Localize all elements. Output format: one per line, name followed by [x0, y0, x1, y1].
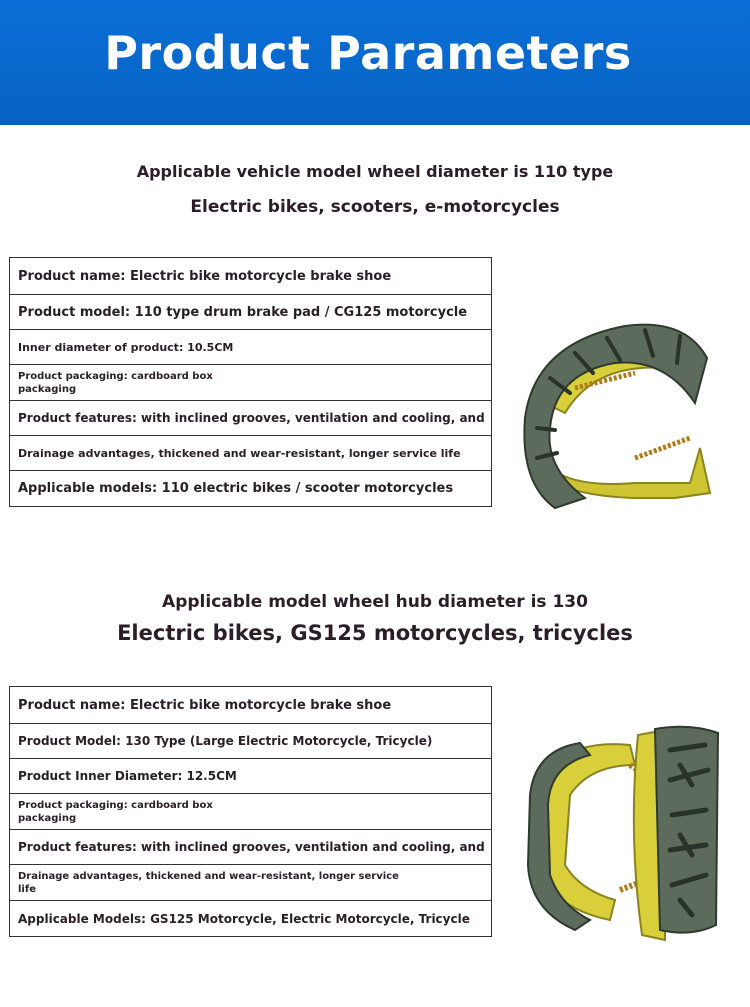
section2-title: Electric bikes, GS125 motorcycles, tricycles — [117, 621, 633, 645]
spec-row-applicable: Applicable models: 110 electric bikes / scooter motorcycles — [18, 481, 454, 496]
spec-table-130 — [9, 686, 492, 937]
spec-row-inner-diameter: Inner diameter of product: 10.5CM — [10, 330, 491, 365]
brake-shoe-110-image — [515, 318, 730, 513]
page-title: Product Parameters — [104, 26, 632, 80]
spec-row-inner-diameter: Product Inner Diameter: 12.5CM — [10, 759, 491, 794]
spec-row-name: Product name: Electric bike motorcycle brake shoe — [10, 258, 491, 295]
header-banner — [0, 0, 750, 125]
spec-row-drainage: Drainage advantages, thickened and wear-resistant, longer service life — [10, 865, 491, 901]
spec-row-name: Product name: Electric bike motorcycle brake shoe — [10, 687, 491, 724]
spec-row-packaging: Product packaging: cardboard box packaging — [10, 365, 491, 401]
spec-row-model: Product model: 110 type drum brake pad / CG125 motorcycle — [10, 295, 491, 330]
brake-shoe-130-image — [520, 725, 730, 945]
spec-row-features: Product features: with inclined grooves, ventilation and cooling, and — [10, 401, 491, 436]
spec-row-model: Product Model: 130 Type (Large Electric Motorcycle, Tricycle) — [10, 724, 491, 759]
section2-subtitle: Applicable model wheel hub diameter is 130 — [162, 592, 588, 612]
section1-subtitle: Applicable vehicle model wheel diameter is 110 type — [136, 162, 614, 181]
spec-row-features: Product features: with inclined grooves, ventilation and cooling, and — [10, 830, 491, 865]
spec-row-applicable: Applicable Models: GS125 Motorcycle, Electric Motorcycle, Tricycle — [18, 911, 470, 926]
spec-row-drainage: Drainage advantages, thickened and wear-resistant, longer service life — [10, 436, 491, 471]
spec-table-110 — [9, 257, 492, 507]
spec-row-packaging: Product packaging: cardboard box packaging — [10, 794, 491, 830]
section1-title: Electric bikes, scooters, e-motorcycles — [190, 197, 560, 217]
